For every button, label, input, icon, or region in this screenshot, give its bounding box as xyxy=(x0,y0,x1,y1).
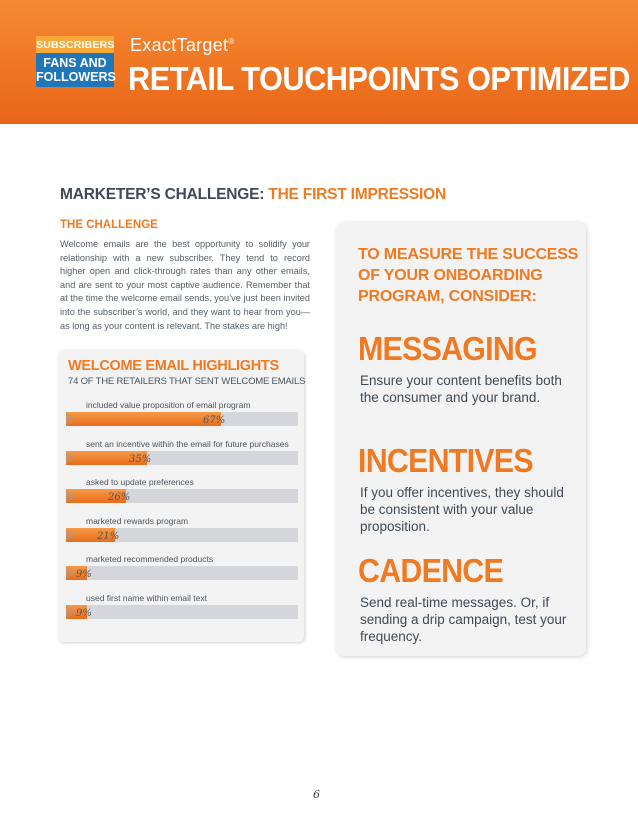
brand-name: ExactTarget xyxy=(130,35,229,55)
bar-notch-decoration xyxy=(66,489,76,503)
bar-track xyxy=(66,412,298,426)
tip-text-incentives: If you offer incentives, they should be consistent with your value proposition. xyxy=(360,485,564,534)
tip-text-messaging: Ensure your content benefits both the consumer and your brand. xyxy=(360,373,562,405)
panel-heading-line: TO MEASURE THE SUCCESS xyxy=(358,246,579,263)
bar-track xyxy=(66,451,298,465)
bar-label: used first name within email text xyxy=(86,592,207,603)
subscribers-badge-logo xyxy=(36,36,114,87)
badge-line-followers: FOLLOWERS xyxy=(36,70,116,84)
onboarding-tips-panel xyxy=(336,222,586,656)
section-title-prefix: MARKETER’S CHALLENGE: xyxy=(60,186,265,203)
bar-percent-label: 9% xyxy=(76,569,92,580)
challenge-heading: THE CHALLENGE xyxy=(60,219,158,231)
bar-percent-label: 35% xyxy=(129,453,152,465)
bar-notch-decoration xyxy=(66,451,76,465)
bar-notch-decoration xyxy=(66,605,76,619)
bar-label: included value proposition of email program xyxy=(86,400,251,410)
highlight-bar-item xyxy=(66,439,298,477)
highlights-title: WELCOME EMAIL HIGHLIGHTS xyxy=(68,358,279,374)
highlight-bar-item xyxy=(66,400,298,438)
brand-logo xyxy=(130,35,235,56)
bar-percent-label: 21% xyxy=(97,530,120,542)
panel-heading-line: OF YOUR ONBOARDING xyxy=(358,267,543,284)
tip-text-cadence: Send real-time messages. Or, if sending a drip campaign, test your frequency. xyxy=(360,595,567,644)
highlight-bar-item xyxy=(66,516,298,554)
highlight-bar-item xyxy=(66,477,298,515)
bar-percent-label: 26% xyxy=(108,492,131,503)
bar-notch-decoration xyxy=(66,566,76,580)
bar-notch-decoration xyxy=(66,412,76,426)
highlight-bar-item xyxy=(66,554,298,592)
tip-title-incentives: INCENTIVES xyxy=(358,442,533,479)
bar-notch-decoration xyxy=(66,528,76,542)
highlight-bar-item xyxy=(66,593,298,631)
bar-label: asked to update preferences xyxy=(86,477,194,487)
section-title-accent: THE FIRST IMPRESSION xyxy=(268,186,447,203)
panel-heading xyxy=(358,244,578,307)
page-number: 6 xyxy=(313,788,320,801)
highlights-subtitle: 74 OF THE RETAILERS THAT SENT WELCOME EMAILS xyxy=(68,376,306,387)
bar-label: marketed rewards program xyxy=(86,515,189,526)
welcome-email-highlights-card xyxy=(58,350,304,642)
panel-heading-line: PROGRAM, CONSIDER: xyxy=(358,288,537,305)
bar-percent-label: 67% xyxy=(203,415,226,426)
header-banner xyxy=(0,0,638,124)
page-headline: RETAIL TOUCHPOINTS OPTIMIZED xyxy=(128,60,630,97)
badge-fans-followers xyxy=(36,53,114,87)
tip-title-messaging: MESSAGING xyxy=(358,330,537,367)
challenge-body: Welcome emails are the best opportunity to solidify your relationship with a new subscriber. They tend to record higher open and click-through rates than any other emails, and are sent to your most captive audience. Remember that at the time the welcome email sends, you’ve just been invited into the subscriber’s world, and they want to hear from you—as long as your content is relevant. The stakes are high! xyxy=(60,239,310,331)
tip-title-cadence: CADENCE xyxy=(358,552,503,589)
registered-mark: ® xyxy=(228,37,235,46)
bar-track xyxy=(66,566,298,580)
bar-label: marketed recommended products xyxy=(86,554,214,564)
badge-line-subscribers: SUBSCRIBERS xyxy=(36,36,114,53)
badge-line-fans: FANS AND xyxy=(43,56,107,70)
bar-track xyxy=(66,489,298,503)
bar-label: sent an incentive within the email for future purchases xyxy=(86,438,289,449)
bar-fill xyxy=(66,412,221,426)
bar-track xyxy=(66,605,298,619)
section-title xyxy=(60,186,446,204)
bar-percent-label: 9% xyxy=(76,607,92,619)
